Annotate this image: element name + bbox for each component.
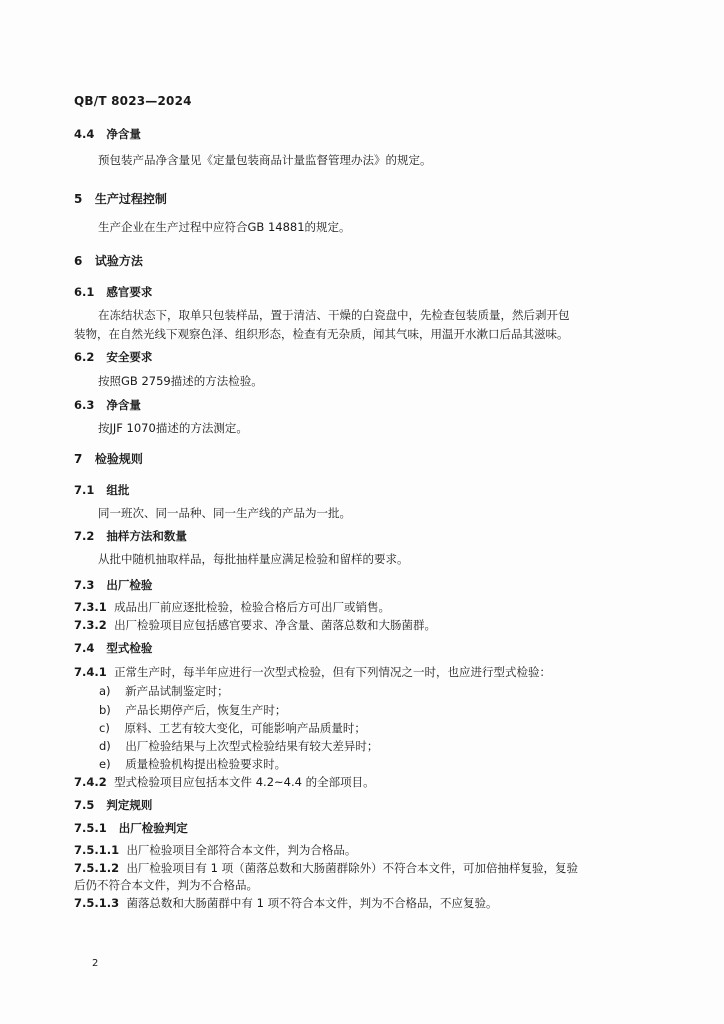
- section-6-1-text-line1: 在冻结状态下，取单只包装样品，置于清洁、干燥的白瓷盘中，先检查包装质量，然后剥开包: [98, 308, 570, 322]
- section-title: 出厂检验判定: [118, 821, 188, 835]
- section-title: 试验方法: [94, 254, 143, 268]
- list-text: 原料、工艺有较大变化，可能影响产品质量时；: [124, 721, 366, 735]
- section-7-4-2: [74, 774, 375, 790]
- clause-number: 7.3.1: [74, 600, 107, 614]
- section-6-heading: [74, 253, 143, 269]
- section-5-text: 生产企业在生产过程中应符合GB 14881的规定。: [98, 220, 351, 234]
- section-number: 7.5.1: [74, 821, 107, 835]
- list-text: 产品长期停产后，恢复生产时；: [125, 703, 287, 717]
- section-7-3-2: [74, 617, 436, 633]
- list-label: d): [99, 739, 111, 753]
- section-number: 6.3: [74, 398, 95, 412]
- section-title: 感官要求: [106, 285, 153, 299]
- clause-number: 7.4.2: [74, 775, 107, 789]
- clause-number: 7.5.1.1: [74, 843, 120, 857]
- clause-number: 7.3.2: [74, 618, 107, 632]
- list-item: [99, 756, 286, 772]
- section-7-4-heading: [74, 640, 152, 656]
- section-7-5-1-3: [74, 895, 498, 911]
- list-item: [99, 738, 378, 754]
- section-7-2-heading: [74, 528, 187, 544]
- section-7-4-1: [74, 664, 551, 680]
- section-7-heading: [74, 451, 143, 467]
- section-7-3-1: [74, 599, 390, 615]
- list-label: e): [99, 757, 111, 771]
- section-number: 7.5: [74, 798, 95, 812]
- clause-text: 正常生产时，每半年应进行一次型式检验，但有下列情况之一时，也应进行型式检验：: [114, 665, 552, 679]
- section-title: 出厂检验: [106, 578, 153, 592]
- section-title: 净含量: [106, 398, 141, 412]
- list-text: 出厂检验结果与上次型式检验结果有较大差异时；: [125, 739, 379, 753]
- list-text: 新产品试制鉴定时；: [125, 684, 229, 698]
- section-6-1-text-line2: 装物，在自然光线下观察色泽、组织形态，检查有无杂质，闻其气味，用温开水漱口后品其滋味。: [74, 327, 569, 341]
- section-number: 5: [74, 192, 83, 206]
- section-number: 6.2: [74, 350, 95, 364]
- section-number: 7: [74, 452, 83, 466]
- section-7-1-heading: [74, 482, 129, 498]
- section-number: 7.2: [74, 529, 95, 543]
- section-6-2-heading: [74, 349, 152, 365]
- section-7-5-1-2-line2: 后仍不符合本文件，判为不合格品。: [74, 878, 258, 892]
- section-6-2-text: 按照GB 2759描述的方法检验。: [98, 374, 263, 388]
- clause-text: 出厂检验项目有 1 项（菌落总数和大肠菌群除外）不符合本文件，可加倍抽样复验，复验: [126, 861, 579, 875]
- section-7-5-1-heading: [74, 820, 188, 836]
- section-4-4-heading: [74, 126, 141, 142]
- section-title: 判定规则: [106, 798, 153, 812]
- section-number: 4.4: [74, 127, 95, 141]
- section-7-2-text: 从批中随机抽取样品，每批抽样量应满足检验和留样的要求。: [98, 552, 409, 566]
- section-4-4-text: 预包装产品净含量见《定量包装商品计量监督管理办法》的规定。: [98, 153, 432, 167]
- list-label: b): [99, 703, 111, 717]
- section-title: 安全要求: [106, 350, 153, 364]
- list-label: a): [99, 684, 111, 698]
- clause-text: 型式检验项目应包括本文件 4.2~4.4 的全部项目。: [114, 775, 375, 789]
- clause-text: 出厂检验项目应包括感官要求、净含量、菌落总数和大肠菌群。: [114, 618, 437, 632]
- section-7-5-1-1: [74, 842, 356, 858]
- clause-number: 7.5.1.2: [74, 861, 120, 875]
- clause-number: 7.4.1: [74, 665, 107, 679]
- section-6-1-heading: [74, 284, 152, 300]
- clause-text: 出厂检验项目全部符合本文件，判为合格品。: [126, 843, 357, 857]
- section-number: 7.3: [74, 578, 95, 592]
- section-6-3-heading: [74, 397, 141, 413]
- section-number: 6.1: [74, 285, 95, 299]
- list-text: 质量检验机构提出检验要求时。: [125, 757, 287, 771]
- section-7-3-heading: [74, 577, 152, 593]
- standard-code-header: QB/T 8023—2024: [74, 94, 192, 108]
- list-label: c): [99, 721, 110, 735]
- section-title: 抽样方法和数量: [106, 529, 187, 543]
- section-7-1-text: 同一班次、同一品种、同一生产线的产品为一批。: [98, 506, 351, 520]
- section-number: 7.1: [74, 483, 95, 497]
- clause-text: 成品出厂前应逐批检验，检验合格后方可出厂或销售。: [114, 600, 391, 614]
- section-7-5-heading: [74, 797, 152, 813]
- list-item: [99, 683, 229, 699]
- section-title: 型式检验: [106, 641, 153, 655]
- section-title: 净含量: [106, 127, 141, 141]
- section-7-5-1-2-line1: [74, 860, 578, 876]
- section-number: 7.4: [74, 641, 95, 655]
- section-number: 6: [74, 254, 83, 268]
- page-number: 2: [92, 958, 99, 969]
- clause-text: 菌落总数和大肠菌群中有 1 项不符合本文件，判为不合格品，不应复验。: [126, 896, 498, 910]
- clause-number: 7.5.1.3: [74, 896, 120, 910]
- section-5-heading: [74, 191, 167, 207]
- section-title: 组批: [106, 483, 130, 497]
- list-item: [99, 702, 286, 718]
- section-title: 检验规则: [94, 452, 143, 466]
- section-title: 生产过程控制: [94, 192, 167, 206]
- list-item: [99, 720, 366, 736]
- section-6-3-text: 按JJF 1070描述的方法测定。: [98, 421, 248, 435]
